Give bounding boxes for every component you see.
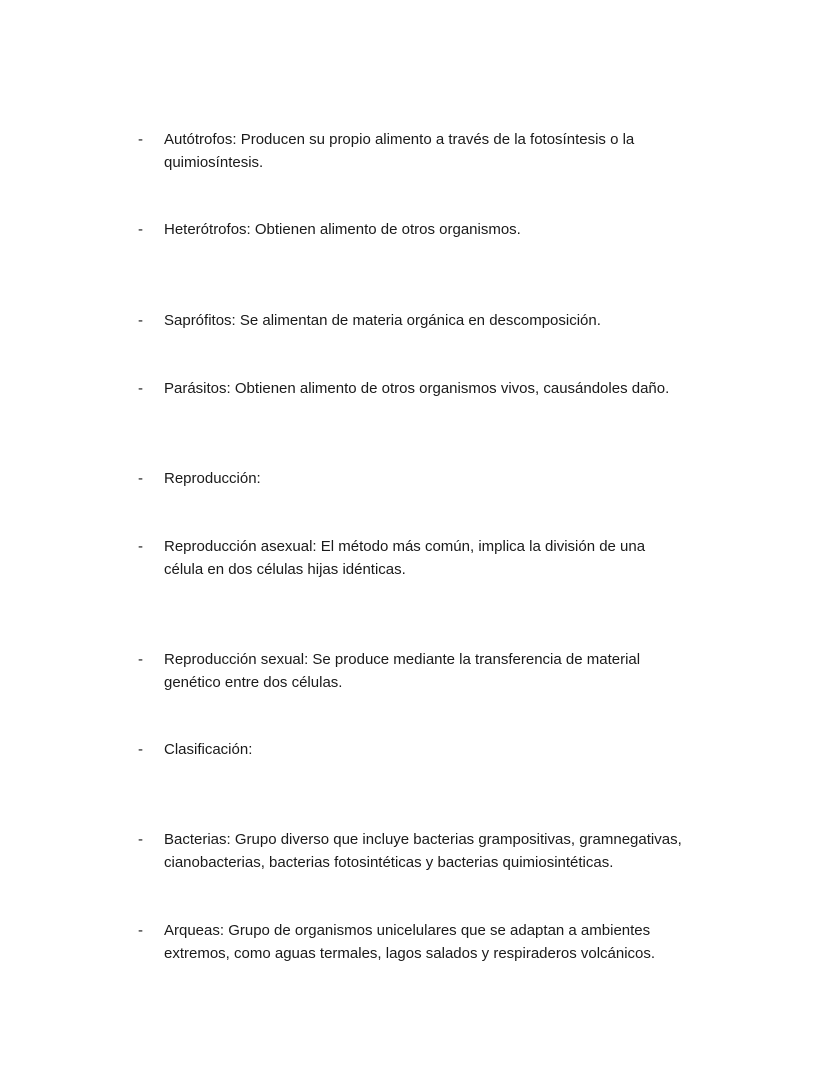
text-line: Parásitos: Obtienen alimento de otros organismos vivos, causándoles daño. xyxy=(164,380,670,397)
text-line: Bacterias: Grupo diverso que incluye bacterias grampositivas, gramnegativas, xyxy=(164,831,682,848)
bullet-dash: - xyxy=(138,380,143,397)
text-line: cianobacterias, bacterias fotosintéticas y bacterias quimiosintéticas. xyxy=(164,854,614,871)
bullet-dash: - xyxy=(138,922,143,939)
bullet-dash: - xyxy=(138,312,143,329)
bullet-dash: - xyxy=(138,741,143,758)
text-line: Clasificación: xyxy=(164,741,253,758)
text-line: quimiosíntesis. xyxy=(164,154,264,171)
item-text xyxy=(164,218,521,241)
text-line: Reproducción asexual: El método más común, implica la división de una xyxy=(164,538,646,555)
item-text xyxy=(164,467,261,490)
bullet-dash: - xyxy=(138,131,143,148)
text-line: Heterótrofos: Obtienen alimento de otros organismos. xyxy=(164,221,521,238)
item-text xyxy=(164,128,634,174)
item-text xyxy=(164,535,645,581)
text-line: célula en dos células hijas idénticas. xyxy=(164,561,406,578)
item-text xyxy=(164,648,640,694)
item-text xyxy=(164,919,655,965)
text-line: Reproducción: xyxy=(164,470,261,487)
text-line: extremos, como aguas termales, lagos salados y respiraderos volcánicos. xyxy=(164,945,656,962)
bullet-dash: - xyxy=(138,538,143,555)
item-text xyxy=(164,738,252,761)
text-line: genético entre dos células. xyxy=(164,674,343,691)
bullet-dash: - xyxy=(138,221,143,238)
item-text xyxy=(164,377,669,400)
text-line: Reproducción sexual: Se produce mediante la transferencia de material xyxy=(164,651,641,668)
bullet-dash: - xyxy=(138,470,143,487)
item-text xyxy=(164,828,682,874)
bullet-dash: - xyxy=(138,651,143,668)
text-line: Arqueas: Grupo de organismos unicelulares que se adaptan a ambientes xyxy=(164,922,651,939)
item-text xyxy=(164,309,601,332)
text-line: Saprófitos: Se alimentan de materia orgánica en descomposición. xyxy=(164,312,601,329)
text-line: Autótrofos: Producen su propio alimento a través de la fotosíntesis o la xyxy=(164,131,635,148)
bullet-dash: - xyxy=(138,831,143,848)
